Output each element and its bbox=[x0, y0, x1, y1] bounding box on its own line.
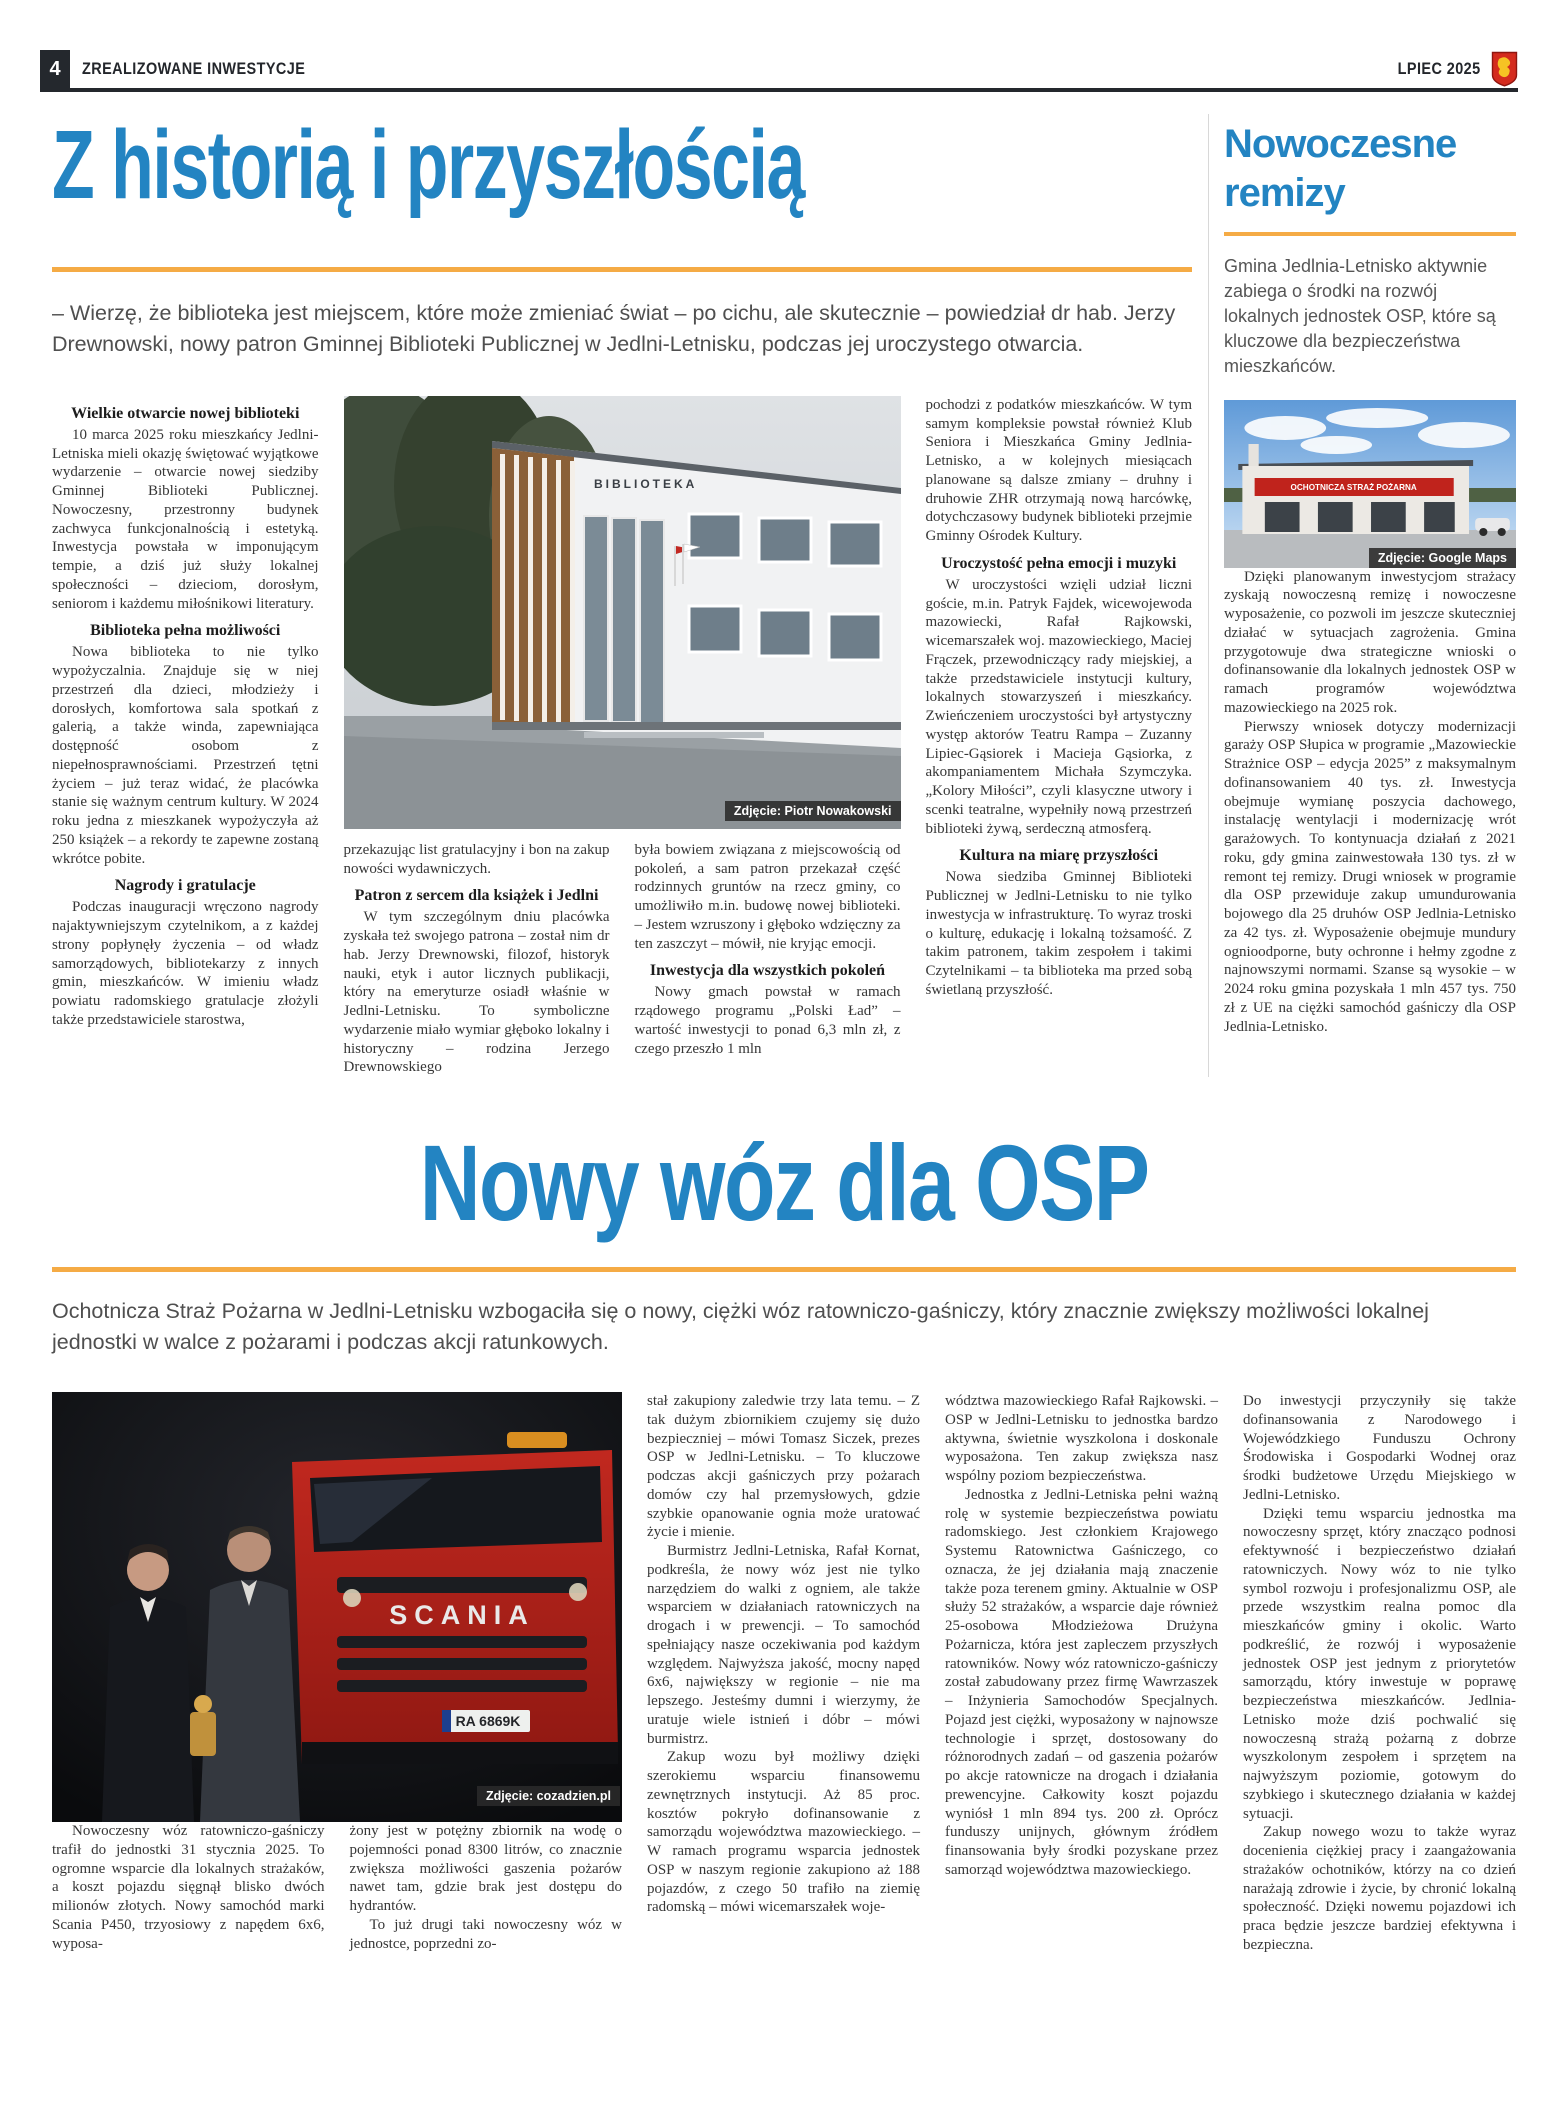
subheading: Kultura na miarę przyszłości bbox=[959, 847, 1159, 865]
paragraph: pochodzi z podatków mieszkańców. W tym samym kompleksie powstał również Klub Seniora i Mieszkańca Gminy Jedlnia-Letnisko, a w kolejnych miesiącach planowane są dalsze zmiany – druhny i druhowie ZHR otrzymają nową harcówkę, dotychczasowy budynek biblioteki przejmie Gminny Ośrodek Kultury. bbox=[925, 396, 1192, 545]
article2-column-4 bbox=[945, 1392, 1218, 1955]
article2-rule bbox=[52, 1267, 1516, 1272]
top-section bbox=[52, 106, 1516, 1077]
fire-station-photo bbox=[1224, 400, 1516, 568]
sidebar-headline-rule bbox=[1224, 232, 1516, 236]
paragraph: W tym szczególnym dniu placówka zyskała też swojego patrona – został nim dr hab. Jerzy Drewnowski, filozof, historyk nauki, etyk i autor licznych publikacji, który na emeryturze osiadł właśnie w Jedlni-Letnisku. To symboliczne wydarzenie miało wymiar głęboko lokalny i historyczny – rodzina Jerzego Drewnowskiego bbox=[343, 909, 610, 1076]
article1-column-1 bbox=[52, 396, 319, 1077]
article1-column-4 bbox=[926, 396, 1193, 1077]
paragraph: przekazując list gratulacyjny i bon na zakup nowości wydawniczych. bbox=[343, 841, 610, 877]
truck-plate-text: RA 6869K bbox=[455, 1713, 521, 1729]
page-number: 4 bbox=[40, 50, 70, 88]
newspaper-crest-icon bbox=[1491, 51, 1518, 87]
station-sign-text: OCHOTNICZA STRAŻ POŻARNA bbox=[1290, 482, 1417, 492]
article1-headline: Z historią i przyszłością bbox=[52, 110, 804, 219]
article1-middle bbox=[344, 396, 901, 1077]
sidebar-headline: Nowoczesne remizy bbox=[1224, 122, 1457, 215]
paragraph: W uroczystości wzięli udział liczni goście, m.in. Patryk Fajdek, wicewojewoda mazowiecki, Rafał Rajkowski, wicemarszałek woj. mazowieckiego, Maciej Frączek, przewodniczący rady miejskiej, a także przedstawiciele instytucji kultury, lokalnych stowarzyszeń i mieszkańcy. Zwieńczeniem uroczystości był artystyczny występ aktorów Teatru Rampa – Zuzanny Lipiec-Gąsiorek i Macieja Gąsiorka, z akompaniamentem Michała Szymczyka. „Kolory Miłości”, czyli klasyczne utwory i scenki teatralne, wypełniły nową przestrzeń biblioteki żywą, serdeczną atmosferą. bbox=[925, 576, 1192, 837]
sidebar-remizy bbox=[1224, 106, 1516, 1077]
subheading: Inwestycja dla wszystkich pokoleń bbox=[649, 962, 886, 980]
issue-date: LPIEC 2025 bbox=[1398, 59, 1481, 78]
article2-column-3 bbox=[647, 1392, 920, 1955]
paragraph: Do inwestycji przyczyniły się także dofinansowania z Narodowego i Wojewódzkiego Funduszu Ochrony Środowiska i Gospodarki Wodnej oraz środki budżetowe Urzędu Miejskiego w Jedlni-Letnisko. bbox=[1243, 1393, 1516, 1503]
paragraph: żony jest w potężny zbiornik na wodę o pojemności ponad 8300 litrów, co znacznie zwiększa możliwości gaszenia pożarów nawet tam, gdzie brak jest dostępu do hydrantów. bbox=[349, 1823, 622, 1914]
library-photo-caption: Zdjęcie: Piotr Nowakowski bbox=[725, 801, 901, 821]
paragraph: To już drugi taki nowoczesny wóz w jednostce, poprzedni zo- bbox=[349, 1916, 622, 1952]
article1-column-2 bbox=[344, 841, 610, 1077]
article2-column-1 bbox=[52, 1822, 325, 1955]
article1-lead: – Wierzę, że biblioteka jest miejscem, które może zmieniać świat – po cichu, ale skutecznie – powiedział dr hab. Jerzy Drewnowski, nowy patron Gminnej Biblioteki Publicznej w Jedlni-Letnisku, podczas jej uroczystego otwarcia. bbox=[52, 300, 1176, 356]
paragraph: Nowa biblioteka to nie tylko wypożyczalnia. Znajduje się w niej przestrzeń dla dzieci, młodzieży i dorosłych, komfortowa sala spotkań z galerią, a także winda, zapewniająca dostępność osobom z niepełnosprawnościami. Przestrzeń tętni życiem – już teraz widać, że placówka stanie się ważnym centrum kultury. W 2024 roku jedna z mieszkanek wypożyczyła aż 250 książek – a rekordy te zapewne zostaną wkrótce pobite. bbox=[52, 644, 319, 867]
article2-column-2 bbox=[350, 1822, 623, 1955]
section-title: ZREALIZOWANE INWESTYCJE bbox=[82, 59, 306, 78]
truck-brand-text: SCANIA bbox=[389, 1600, 535, 1630]
library-photo bbox=[344, 396, 901, 829]
paragraph: Nowy gmach powstał w ramach rządowego programu „Polski Ład” – wartość inwestycji to ponad 6,3 mln zł, z czego przeszło 1 mln bbox=[634, 984, 901, 1057]
article2-lead: Ochotnicza Straż Pożarna w Jedlni-Letnisku wzbogaciła się o nowy, ciężki wóz ratowniczo-gaśniczy, który znacznie zwiększy możliwości lokalnej jednostki w walce z pożarami i podczas akcji ratunkowych. bbox=[52, 1299, 1429, 1355]
fire-station-photo-caption: Zdjęcie: Google Maps bbox=[1369, 548, 1516, 568]
subheading: Biblioteka pełna możliwości bbox=[90, 622, 281, 640]
paragraph: Zakup wozu był możliwy dzięki szerokiemu wsparciu finansowemu zewnętrznych instytucji. Aż 85 proc. kosztów pokryło dofinansowanie z samorządu województwa mazowieckiego. – W ramach programu wsparcia jednostek OSP w naszym regionie zakupiono aż 188 pojazdów, z czego 50 trafiło na ziemię radomską – mówi wicemarszałek woje- bbox=[647, 1749, 920, 1916]
fire-truck-photo bbox=[52, 1392, 622, 1822]
article-fire-truck bbox=[52, 1103, 1516, 1954]
library-sign-text: BIBLIOTEKA bbox=[593, 476, 697, 491]
paragraph: Nowa siedziba Gminnej Biblioteki Publicznej w Jedlni-Letnisku to nie tylko inwestycja w infrastrukturę. To wyraz troski o kulturę, edukację i lokalną tożsamość. Z takim patronem, takim zespołem i takimi Czytelnikami – ta biblioteka ma przed sobą świetlaną przyszłość. bbox=[925, 869, 1192, 998]
license-plate bbox=[442, 1710, 530, 1732]
fire-truck-photo-art bbox=[52, 1392, 622, 1822]
paragraph: Pierwszy wniosek dotyczy modernizacji garaży OSP Słupica w programie „Mazowieckie Strażnice OSP – edycja 2025” z maksymalnym dofinansowaniem 40 tys. zł. Inwestycja obejmuje wymianę poszycia dachowego, instalację wentylacji i modernizację wrót garażowych. To kontynuacja działań z 2021 roku, gdy gmina zainwestowała 130 tys. zł w remont tej remizy. Drugi wniosek w programie dla OSP przewiduje zakup umundurowania bojowego dla 25 druhów OSP Jedlnia-Letnisko za 42 tys. zł. Wyposażenie obejmuje mundury ognioodporne, buty ochronne i hełmy zgodne z najnowszymi normami. Szanse są wysokie – w 2024 roku gmina pozyskała 1 mln 457 tys. 750 zł z UE na ciężki samochód gaśniczy dla OSP Jedlnia-Letnisko. bbox=[1224, 718, 1516, 1035]
paragraph: Jednostka z Jedlni-Letniska pełni ważną rolę w systemie bezpieczeństwa powiatu radomskiego. Jest członkiem Krajowego Systemu Ratownictwa Gaśniczego, co oznacza, że jej działania mają znaczenie także poza terenem gminy. Aktualnie w OSP służy 52 strażaków, a wsparcie daje również 25-osobowa Młodzieżowa Drużyna Pożarnicza, która jest zapleczem przyszłych ratowników. Nowy wóz ratowniczo-gaśniczy został zabudowany przez firmę Wawrzaszek – Inżynieria Samochodów Specjalnych. Pojazd jest ciężki, wyposażony w najnowsze technologie i sprzęt, dostosowany do różnorodnych zadań – od gaszenia pożarów po akcje ratownicze na drogach i działania prewencyjne. Całkowity koszt pojazdu wyniósł 1 mln 894 tys. 200 zł. Oprócz funduszy unijnych, głównym źródłem finansowania były środki pozyskane przez samorząd województwa mazowieckiego. bbox=[945, 1486, 1218, 1878]
fire-station-photo-art bbox=[1224, 400, 1516, 568]
paragraph: Dzięki planowanym inwestycjom strażacy zyskają nowoczesną remizę i nowoczesne wyposażenie, co pozwoli im jeszcze skuteczniej działać w sytuacjach zagrożenia. Gmina przygotowuje dwa strategiczne wnioski o dofinansowanie dla lokalnych jednostek OSP w ramach programów województwa mazowieckiego na 2025 rok. bbox=[1224, 568, 1516, 716]
paragraph: stał zakupiony zaledwie trzy lata temu. – Z tak dużym zbiornikiem czujemy się dużo bezpieczniej – mówi Tomasz Siczek, prezes OSP w Jedlni-Letnisku. – To kluczowe podczas akcji gaśniczych przy pożarach domów czy hal przemysłowych, gdzie szybkie opanowanie ognia może uratować życie i mienie. bbox=[647, 1393, 920, 1541]
subheading: Patron z sercem dla książek i Jedlni bbox=[354, 887, 599, 905]
headline-rule bbox=[52, 267, 1192, 272]
sidebar-lead: Gmina Jedlnia-Letnisko aktywnie zabiega o środki na rozwój lokalnych jednostek OSP, które są kluczowe dla bezpieczeństwa mieszkańców. bbox=[1224, 255, 1496, 377]
walkway bbox=[584, 732, 764, 738]
article2-headline: Nowy wóz dla OSP bbox=[419, 1122, 1149, 1244]
library-photo-art bbox=[344, 396, 901, 829]
fire-truck-photo-caption: Zdjęcie: cozadzien.pl bbox=[477, 1786, 620, 1806]
paragraph: 10 marca 2025 roku mieszkańcy Jedlni-Letniska mieli okazję świętować wyjątkowe wydarzenie – otwarcie nowej siedziby Gminnej Biblioteki Publicznej. Nowoczesny, przestronny budynek zachwyca funkcjonalnością i estetyką. Inwestycja powstała w imponującym tempie, a dziś już służy lokalnej społeczności – dzieciom, dorosłym, seniorom i każdemu miłośnikowi literatury. bbox=[52, 426, 319, 612]
paragraph: była bowiem związana z miejscowością od pokoleń, a sam patron przekazał część rodzinnych gruntów na rzecz gminy, co umożliwiło m.in. budowę nowej biblioteki. – Jestem wzruszony i głęboko wdzięczny za ten zaszczyt – mówił, nie kryjąc emocji. bbox=[634, 841, 901, 952]
subheading: Nagrody i gratulacje bbox=[114, 877, 256, 895]
article1-column-3 bbox=[635, 841, 901, 1077]
paragraph: Nowoczesny wóz ratowniczo-gaśniczy trafił do jednostki 31 stycznia 2025. To ogromne wsparcie dla lokalnych strażaków, a koszt pojazdu sięgnął blisko dwóch milionów złotych. Nowy samochód marki Scania P450, trzyosiowy z napędem 6x6, wyposa- bbox=[52, 1823, 325, 1952]
library-building bbox=[492, 441, 901, 748]
top-bar-rule bbox=[40, 88, 1518, 92]
subheading: Wielkie otwarcie nowej biblioteki bbox=[71, 404, 300, 422]
paragraph: wództwa mazowieckiego Rafał Rajkowski. – OSP w Jedlni-Letnisku to jednostka bardzo aktywna, świetnie wyszkolona i doskonale wyposażona. Ten zakup zwiększa nasz wspólny poziom bezpieczeństwa. bbox=[945, 1393, 1218, 1484]
subheading: Uroczystość pełna emocji i muzyki bbox=[941, 554, 1177, 572]
entrance-glass bbox=[584, 516, 664, 723]
column-divider bbox=[1208, 114, 1209, 1077]
article-library bbox=[52, 106, 1192, 1077]
article2-photo-group bbox=[52, 1392, 622, 1955]
article2-column-5 bbox=[1243, 1392, 1516, 1955]
paragraph: Zakup nowego wozu to także wyraz docenienia ciężkiej pracy i zaangażowania strażaków ochotników, którzy na co dzień narażają zdrowie i życie, by chronić lokalną społeczność. Dzięki nowemu pojazdowi ich praca będzie jeszcze bardziej efektywna i bezpieczna. bbox=[1243, 1824, 1516, 1953]
sidebar-body bbox=[1224, 568, 1516, 1037]
top-bar bbox=[40, 50, 1518, 88]
paragraph: Podczas inauguracji wręczono nagrody najaktywniejszym czytelnikom, a z każdej strony popłynęły życzenia – od władz samorządowych, bibliotekarzy z innych gmin, mieszkańców. W imieniu władz powiatu radomskiego gratulacje złożyli także przedstawiciele starostwa, bbox=[52, 899, 319, 1028]
paragraph: Burmistrz Jedlni-Letniska, Rafał Kornat, podkreśla, że nowy wóz jest nie tylko narzędziem do walki z ogniem, ale także wsparciem w działaniach ratowniczych na drogach i w prewencji. – To samochód spełniający nasze oczekiwania pod każdym względem. Najwyższa jakość, mocny napęd 6x6, największy w regionie – nie ma lepszego. Jesteśmy dumni i wierzymy, że uratuje wiele istnień i dóbr – mówi burmistrz. bbox=[647, 1543, 920, 1747]
paragraph: Dzięki temu wsparciu jednostka ma nowoczesny sprzęt, który znacząco podnosi efektywność i bezpieczeństwo działań ratowniczych. Nowy wóz to nie tylko symbol rozwoju i profesjonalizmu OSP, ale przede wszystkim realna pomoc dla mieszkańców gminy i okolic. Warto podkreślić, że rozwój i wyposażenie jednostek OSP jest jednym z priorytetów samorządu, który inwestuje w poprawę bezpieczeństwa mieszkańców. Jedlnia-Letnisko może dziś pochwalić się nowoczesną strażą pożarną z dobrze wyszkolonym zespołem i sprzętem na najwyższym poziomie, gotowym do szybkiego i skutecznego działania w każdej sytuacji. bbox=[1243, 1505, 1516, 1822]
fire-truck bbox=[292, 1432, 618, 1764]
